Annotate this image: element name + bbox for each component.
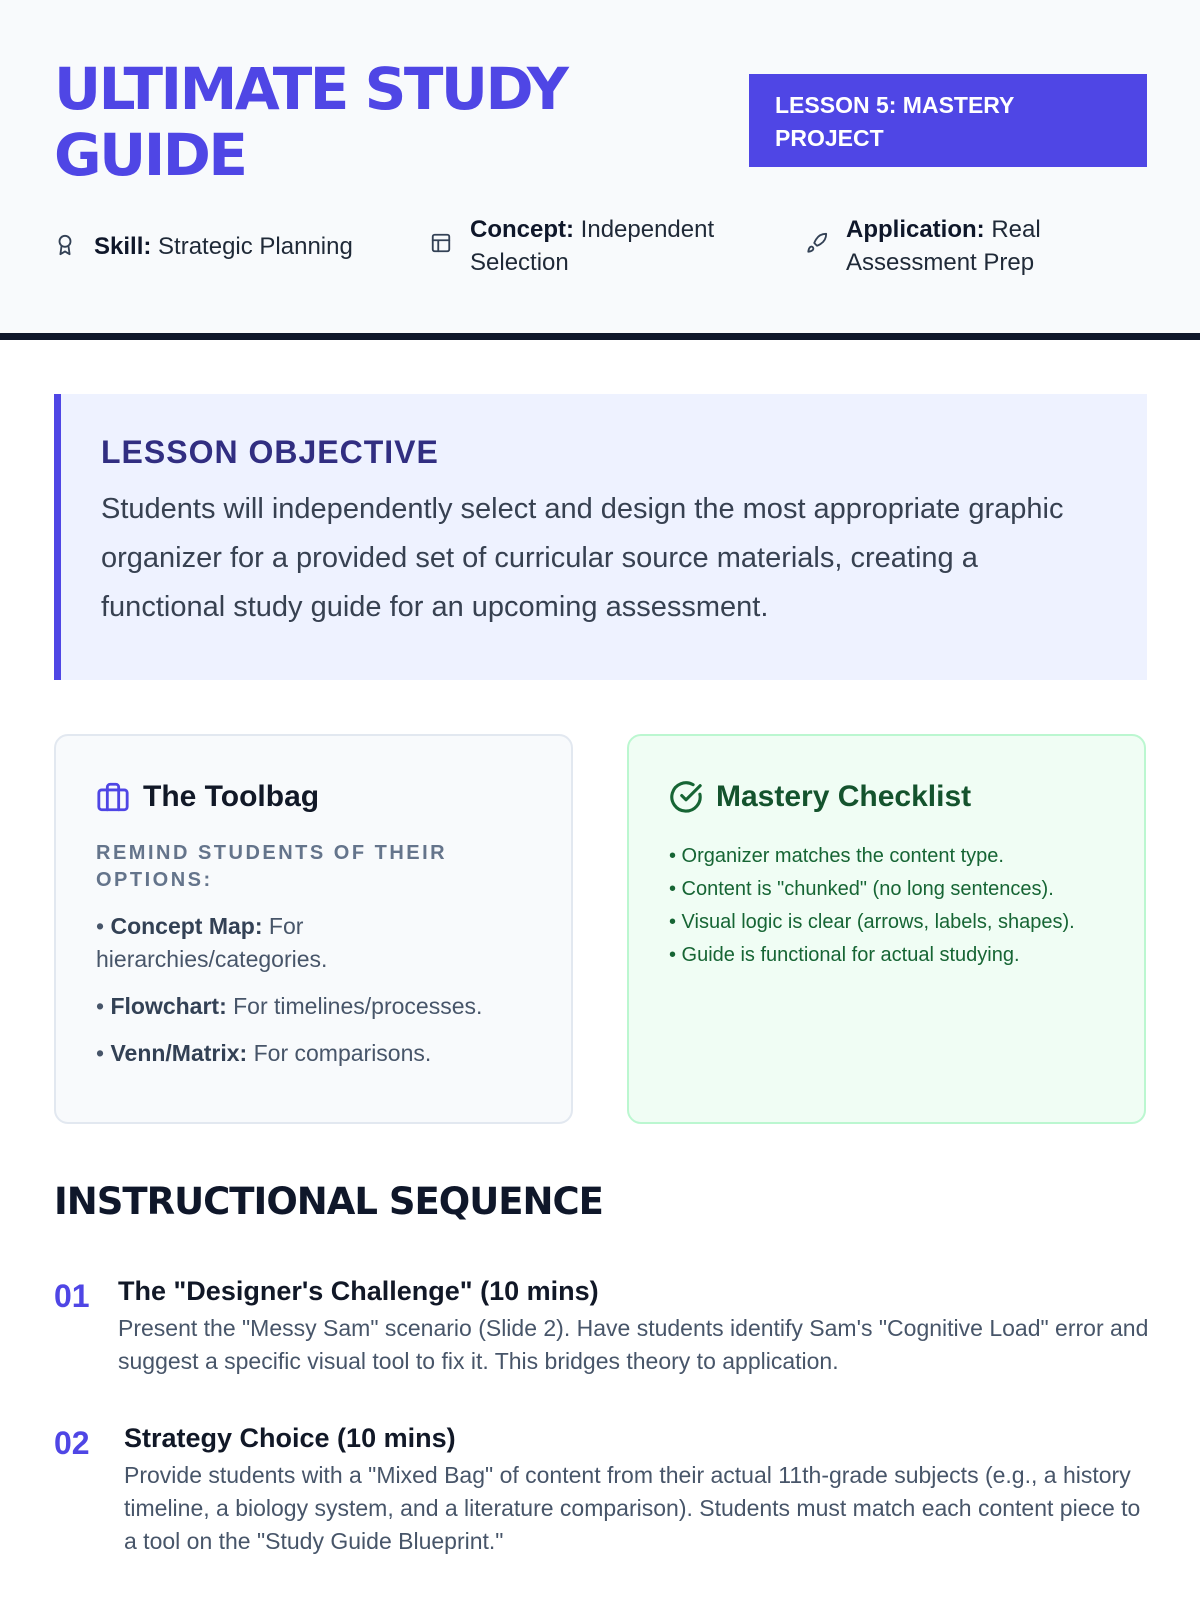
sequence-step xyxy=(54,1421,1154,1558)
step-body xyxy=(118,1274,1154,1378)
rocket-icon xyxy=(806,230,834,258)
toolbag-item: • Concept Map: For hierarchies/categories. xyxy=(96,913,328,972)
meta-concept xyxy=(430,213,750,279)
objective-heading: LESSON OBJECTIVE xyxy=(101,434,439,470)
checklist-header xyxy=(669,780,1104,814)
lesson-objective xyxy=(54,394,1147,680)
step-title: Strategy Choice (10 mins) xyxy=(124,1423,456,1453)
meta-skill-text: Skill: Strategic Planning xyxy=(94,233,353,260)
meta-concept-text: Concept: Independent Selection xyxy=(470,216,715,276)
checklist-title: Mastery Checklist xyxy=(716,780,972,813)
award-icon xyxy=(54,232,82,260)
mastery-checklist-card xyxy=(627,734,1146,1124)
sequence-step xyxy=(54,1274,1154,1378)
layout-icon xyxy=(430,230,458,258)
header xyxy=(0,0,1200,340)
page-title: ULTIMATE STUDY GUIDE xyxy=(54,55,567,189)
step-text: Provide students with a "Mixed Bag" of content from their actual 11th-grade subjects (e.g., a history timeline, a biology system, and a literature comparison). Students must match each content piece to a tool on the "Study Guide Blueprint." xyxy=(124,1462,1141,1554)
checklist-item: • Content is "chunked" (no long sentences). xyxy=(669,878,1054,900)
checklist-item: • Guide is functional for actual studying. xyxy=(669,944,1020,966)
toolbag-header xyxy=(96,780,531,814)
step-number: 01 xyxy=(54,1278,90,1314)
step-text: Present the "Messy Sam" scenario (Slide 2). Have students identify Sam's "Cognitive Load" error and suggest a specific visual tool to fix it. This bridges theory to application. xyxy=(118,1315,1149,1374)
step-number: 02 xyxy=(54,1425,90,1461)
check-circle-icon xyxy=(669,780,703,814)
step-body xyxy=(124,1421,1154,1558)
lesson-badge: LESSON 5: MASTERY PROJECT xyxy=(749,74,1147,167)
toolbag-card xyxy=(54,734,573,1124)
meta-application xyxy=(806,213,1126,279)
toolbag-title: The Toolbag xyxy=(143,780,320,813)
sequence-heading: INSTRUCTIONAL SEQUENCE xyxy=(54,1180,603,1223)
step-title: The "Designer's Challenge" (10 mins) xyxy=(118,1276,599,1306)
checklist-item: • Visual logic is clear (arrows, labels, shapes). xyxy=(669,911,1075,933)
toolbag-item: • Venn/Matrix: For comparisons. xyxy=(96,1040,432,1066)
toolbag-subtitle: REMIND STUDENTS OF THEIR OPTIONS: xyxy=(96,842,448,891)
toolbag-item: • Flowchart: For timelines/processes. xyxy=(96,993,483,1019)
checklist-item: • Organizer matches the content type. xyxy=(669,845,1004,867)
meta-skill xyxy=(54,230,353,263)
objective-text: Students will independently select and design the most appropriate graphic organizer for a provided set of curricular source materials, creating a functional study guide for an upcoming assessment. xyxy=(101,493,1064,623)
meta-application-text: Application: Real Assessment Prep xyxy=(846,216,1041,276)
briefcase-icon xyxy=(96,780,130,814)
